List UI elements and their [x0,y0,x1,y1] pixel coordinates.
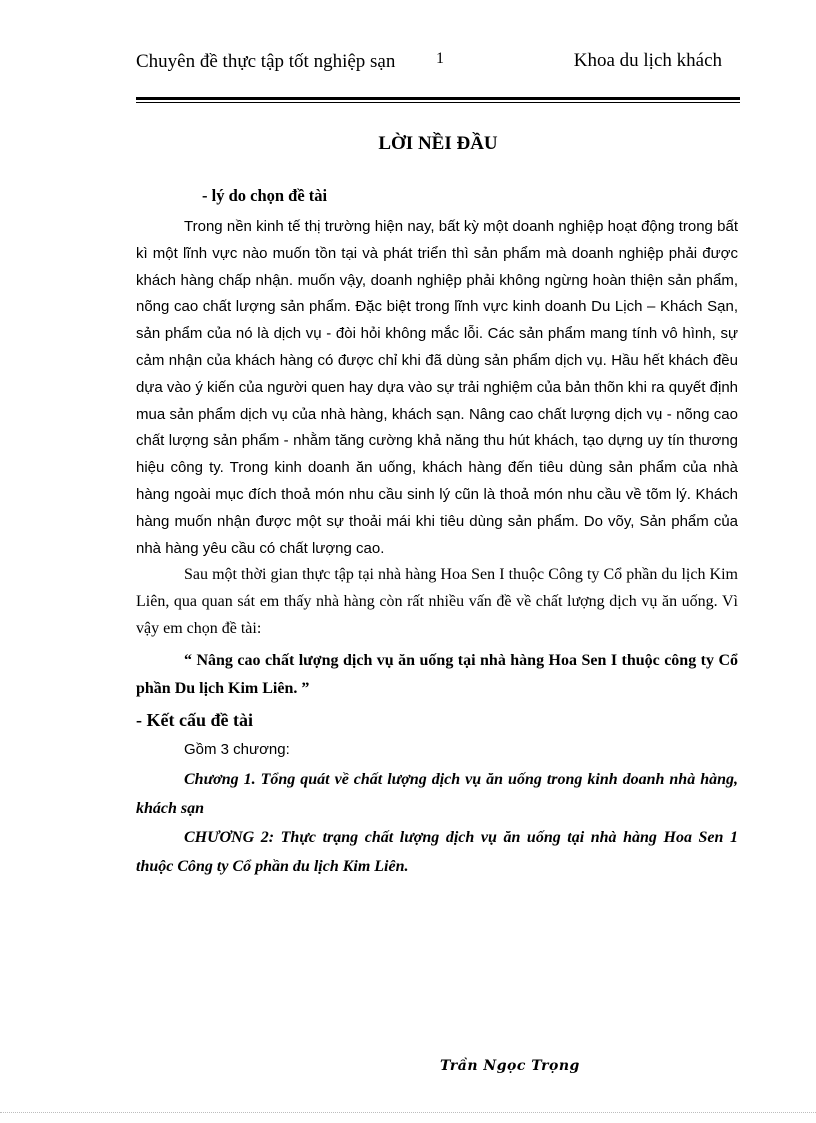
header-right-text: Khoa du lịch khách [573,50,722,71]
header-rule-thin [136,102,740,103]
footer-dotted-rule [0,1112,816,1113]
document-body [136,184,738,881]
paragraph-internship: Sau một thời gian thực tập tại nhà hàng Hoa Sen I thuộc Công ty Cổ phần du lịch Kim Liên, qua quan sát em thấy nhà hàng còn rất nhiều vấn đề về chất lượng dịch vụ ăn uống. Vì vậy em chọn đề tài: [136,566,738,637]
author-signature: Trần Ngọc Trọng [440,1058,580,1074]
page-header [136,48,740,98]
section-heading-reason: - lý do chọn đề tài [202,186,328,205]
page-title: LỜI NỀI ĐẦU [378,133,498,154]
page-number: 1 [436,50,444,67]
chapter-2: CHƯƠNG 2: Thực trạng chất lượng dịch vụ ăn uống tại nhà hàng Hoa Sen 1 thuộc Công ty Cổ phần du lịch Kim Liên. [136,828,738,875]
section-heading-structure: - Kết cấu đề tài [136,709,253,730]
thesis-topic: “ Nâng cao chất lượng dịch vụ ăn uống tại nhà hàng Hoa Sen I thuộc công ty Cổ phần Du lịch Kim Liên. ” [136,651,738,697]
paragraph-intro: Trong nền kinh tế thị trường hiện nay, bất kỳ một doanh nghiệp hoạt động trong bất kì một lĩnh vực nào muốn tồn tại và phát triển thì sản phẩm mà doanh nghiệp phải được khách hàng chấp nhận. muốn vậy, doanh nghiệp phải không ngừng hoàn thiện sản phẩm, nõng cao chất lượng sản phẩm. Đặc biệt trong lĩnh vực kinh doanh Du Lịch – Khách Sạn, sản phẩm của nó là dịch vụ - đòi hỏi không mắc lỗi. Các sản phẩm mang tính vô hình, sự cảm nhận của khách hàng có được chỉ khi đã dùng sản phẩm dịch vụ. Hầu hết khách đều dựa vào ý kiến của người quen hay dựa vào sự trải nghiệm của bản thõn khi ra quyết định mua sản phẩm dịch vụ của nhà hàng, khách sạn. Nâng cao chất lượng dịch vụ - nõng cao chất lượng sản phẩm - nhằm tăng cường khả năng thu hút khách, tạo dựng uy tín thương hiệu công ty. Trong kinh doanh ăn uống, khách hàng đến tiêu dùng sản phẩm của nhà hàng ngoài mục đích thoả món nhu cầu sinh lý cũn là thoả món nhu cầu về tõm lý. Khách hàng muốn nhận được một sự thoải mái khi tiêu dùng sản phẩm. Do võy, Sản phẩm của nhà hàng yêu cầu có chất lượng cao. [136,218,738,557]
header-rule-thick [136,97,740,100]
chapters-intro: Gồm 3 chương: [184,740,290,758]
chapter-1: Chương 1. Tổng quát về chất lượng dịch vụ ăn uống trong kinh doanh nhà hàng, khách sạn [136,770,738,817]
header-left-text: Chuyên đề thực tập tốt nghiệp sạn [136,51,396,72]
